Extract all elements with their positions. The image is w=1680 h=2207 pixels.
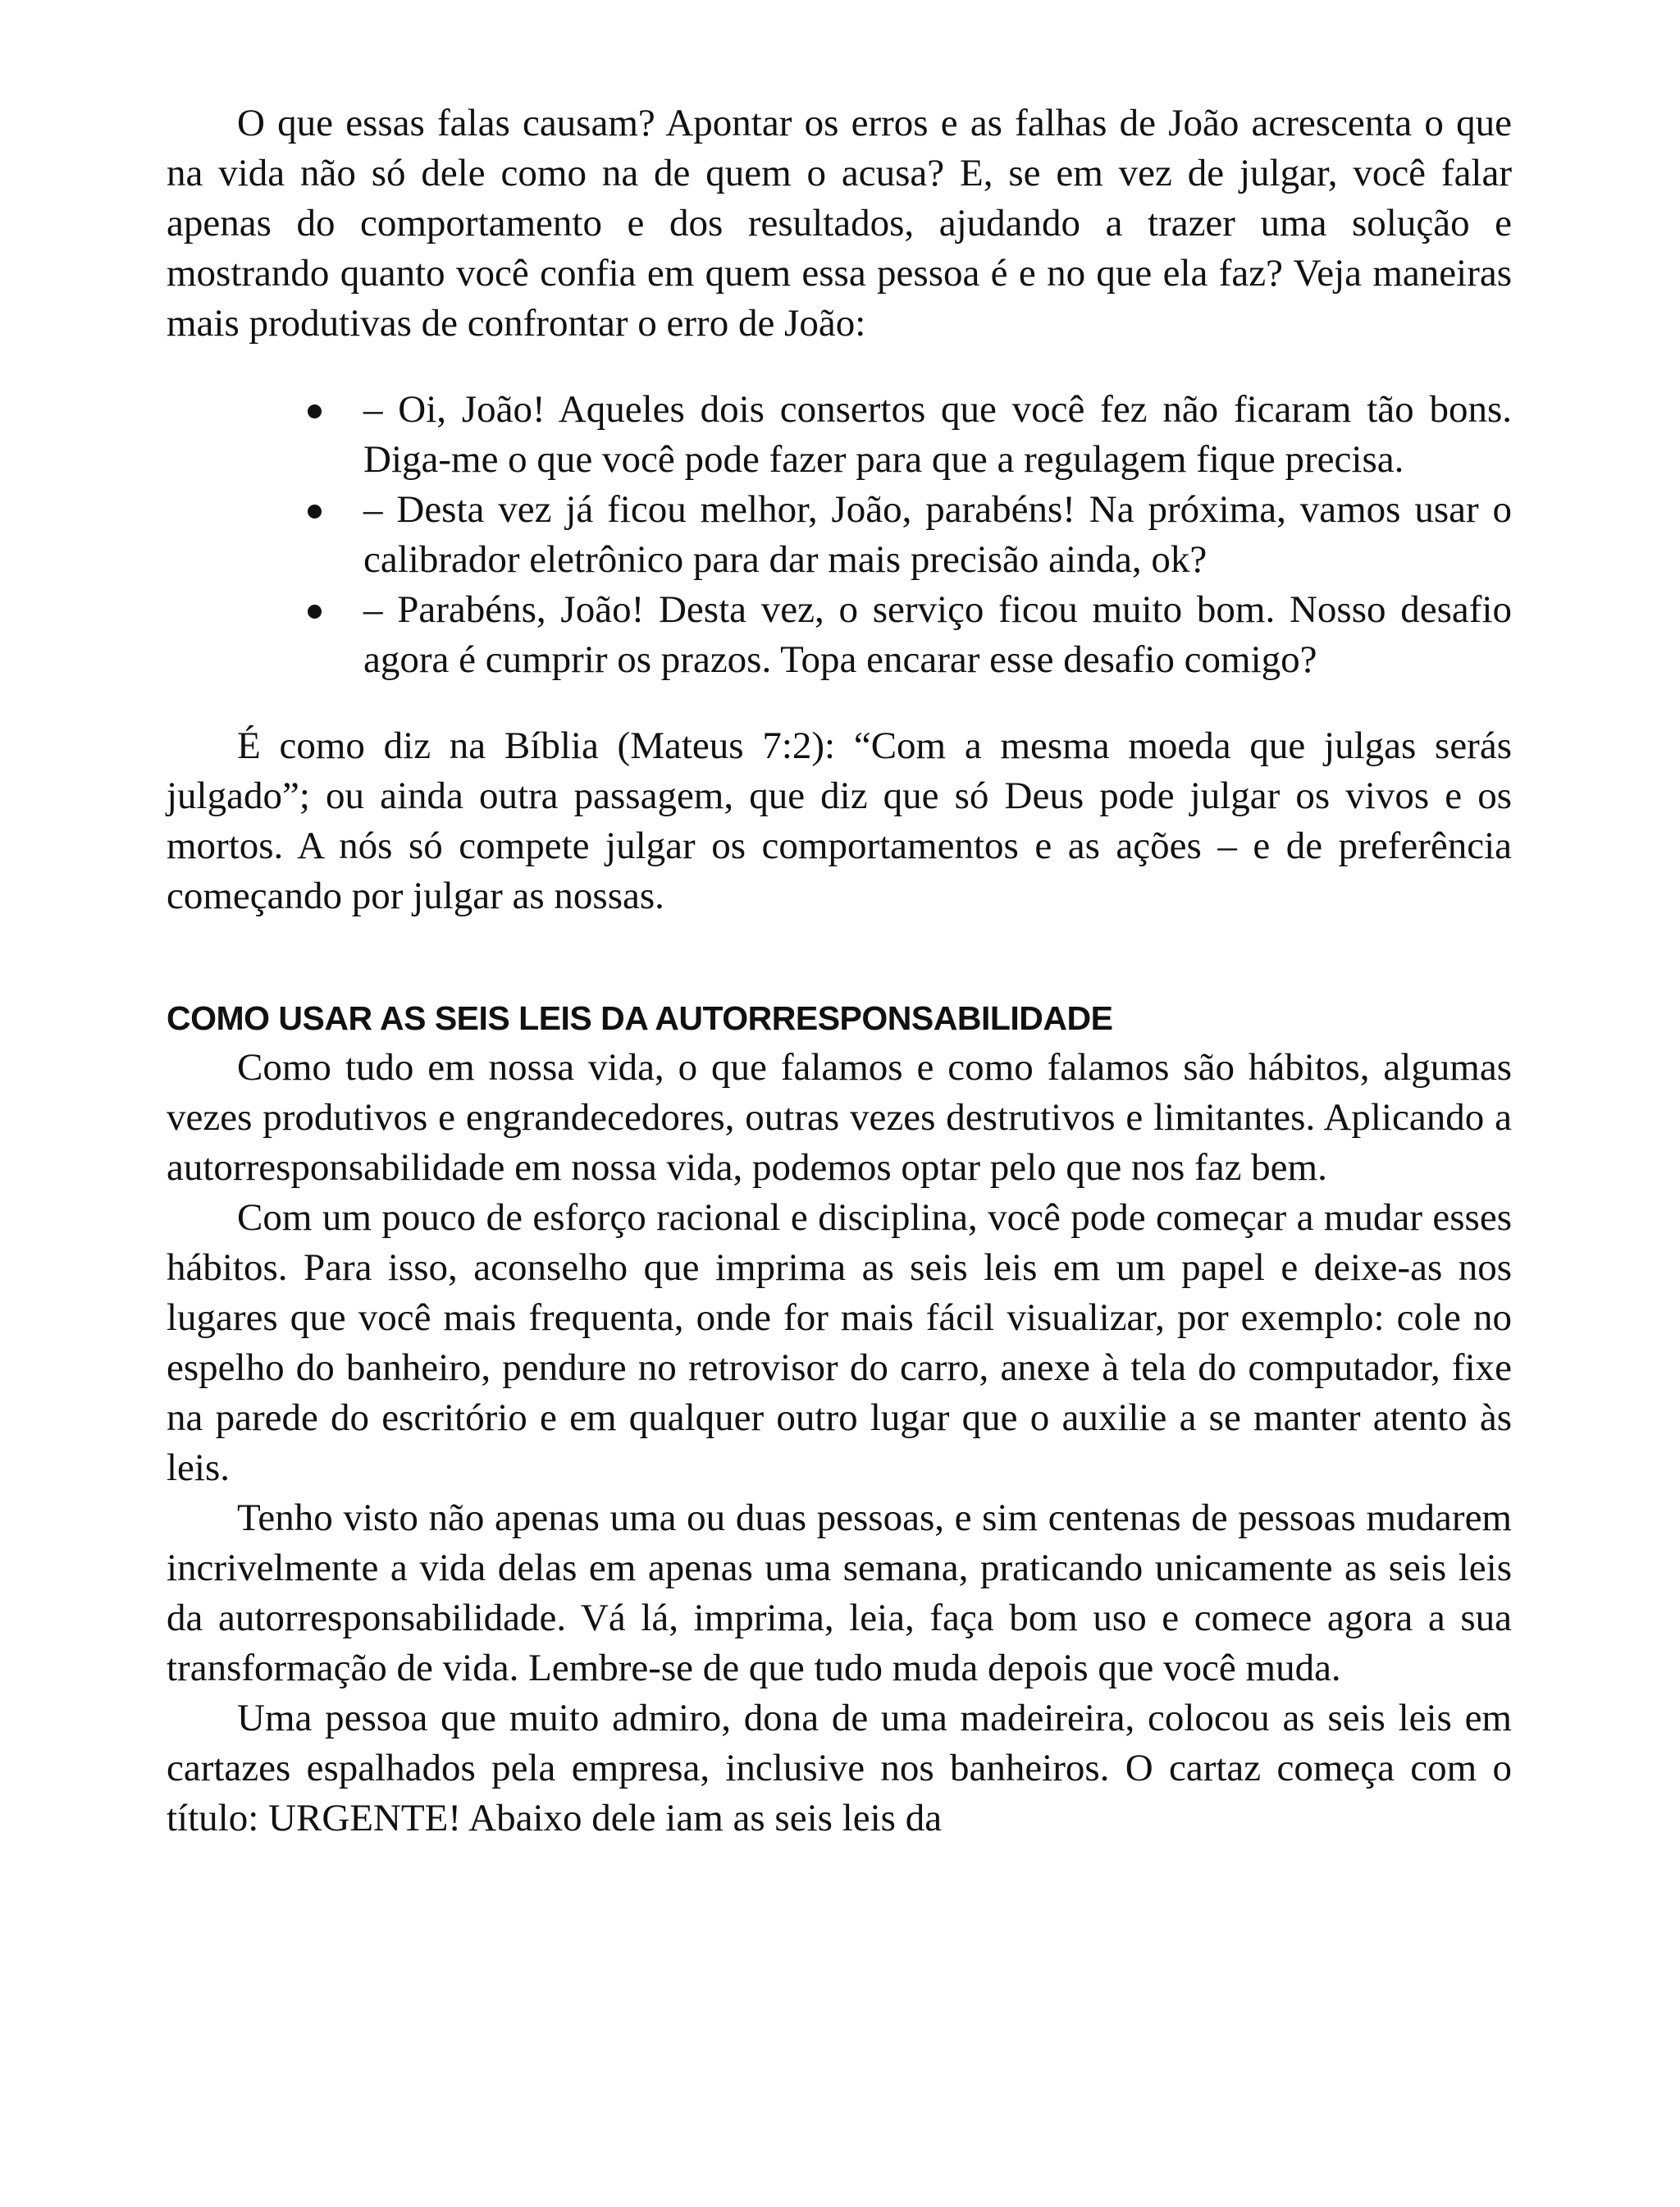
list-item-text: – Oi, João! Aqueles dois consertos que você fez não ficaram tão bons. Diga-me o que você pode fazer para que a regulagem fique precisa.	[363, 388, 1512, 481]
section-heading: COMO USAR AS SEIS LEIS DA AUTORRESPONSABILIDADE	[167, 999, 1113, 1037]
bullet-icon	[308, 404, 322, 418]
document-page	[167, 98, 1512, 1844]
list-item	[167, 585, 1512, 685]
list-item	[167, 385, 1512, 485]
bullet-icon	[308, 605, 322, 619]
list-item-text: – Desta vez já ficou melhor, João, parabéns! Na próxima, vamos usar o calibrador eletrônico para dar mais precisão ainda, ok?	[363, 488, 1512, 581]
list-item-text: – Parabéns, João! Desta vez, o serviço ficou muito bom. Nosso desafio agora é cumprir os prazos. Topa encarar esse desafio comigo?	[363, 588, 1512, 681]
bullet-list	[167, 385, 1512, 685]
body-paragraph: É como diz na Bíblia (Mateus 7:2): “Com a mesma moeda que julgas serás julgado”; ou ainda outra passagem, que diz que só Deus pode julgar os vivos e os mortos. A nós só compete julgar os comportamentos e as ações – e de preferência começando por julgar as nossas.	[167, 724, 1512, 917]
list-item	[167, 485, 1512, 585]
bullet-icon	[308, 505, 322, 519]
body-paragraph: Tenho visto não apenas uma ou duas pessoas, e sim centenas de pessoas mudarem incrivelmente a vida delas em apenas uma semana, praticando unicamente as seis leis da autorresponsabilidade. Vá lá, imprima, leia, faça bom uso e comece agora a sua transformação de vida. Lembre-se de que tudo muda depois que você muda.	[167, 1496, 1512, 1689]
body-paragraph: Como tudo em nossa vida, o que falamos e como falamos são hábitos, algumas vezes produtivos e engrandecedores, outras vezes destrutivos e limitantes. Aplicando a autorresponsabilidade em nossa vida, podemos optar pelo que nos faz bem.	[167, 1046, 1512, 1189]
body-paragraph: Com um pouco de esforço racional e disciplina, você pode começar a mudar esses hábitos. Para isso, aconselho que imprima as seis leis em um papel e deixe-as nos lugares que você mais frequenta, onde for mais fácil visualizar, por exemplo: cole no espelho do banheiro, pendure no retrovisor do carro, anexe à tela do computador, fixe na parede do escritório e em qualquer outro lugar que o auxilie a se manter atento às leis.	[167, 1196, 1512, 1489]
body-paragraph: O que essas falas causam? Apontar os erros e as falhas de João acrescenta o que na vida não só dele como na de quem o acusa? E, se em vez de julgar, você falar apenas do comportamento e dos resultados, ajudando a trazer uma solução e mostrando quanto você confia em quem essa pessoa é e no que ela faz? Veja maneiras mais produtivas de confrontar o erro de João:	[167, 102, 1512, 345]
body-paragraph: Uma pessoa que muito admiro, dona de uma madeireira, colocou as seis leis em cartazes espalhados pela empresa, inclusive nos banheiros. O cartaz começa com o título: URGENTE! Abaixo dele iam as seis leis da	[167, 1697, 1512, 1839]
